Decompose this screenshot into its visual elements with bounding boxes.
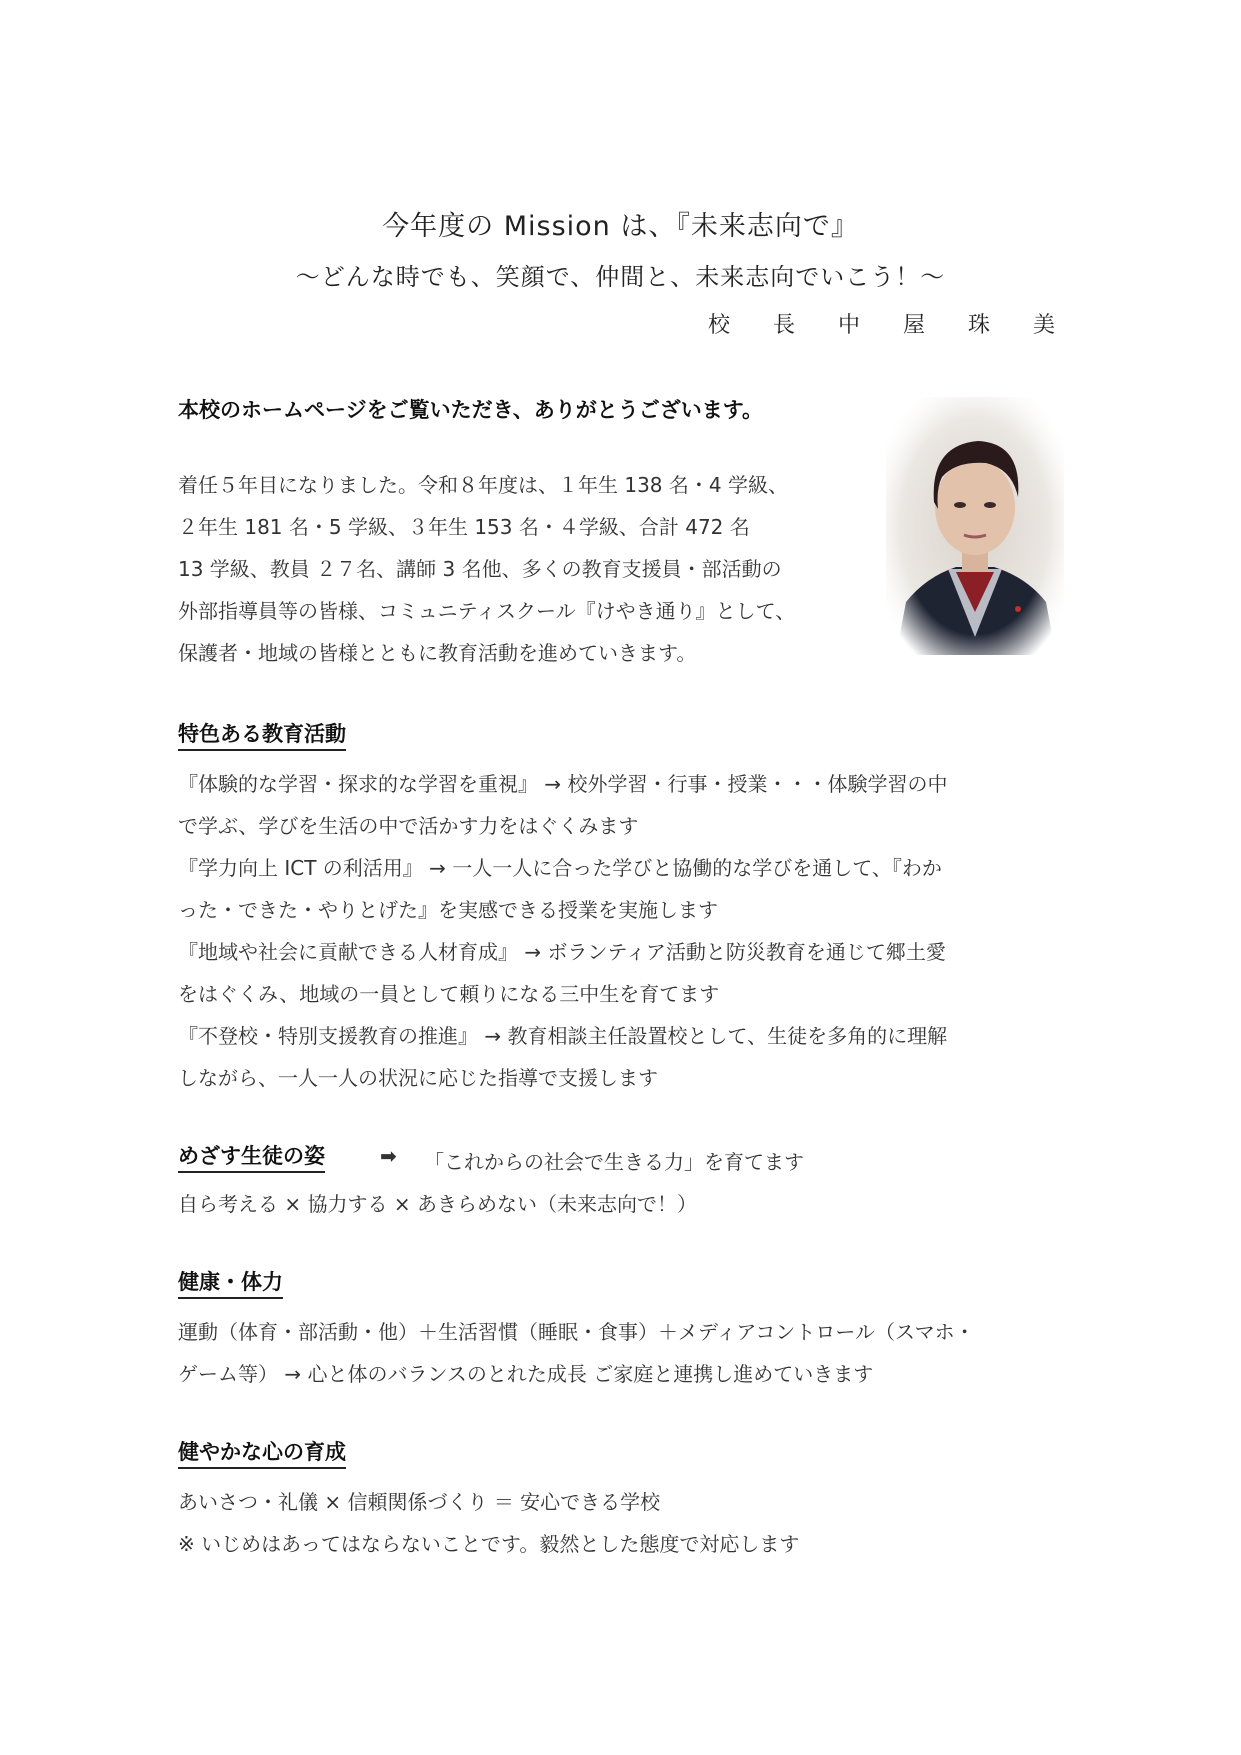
principal-photo: [886, 397, 1064, 655]
page-title: 今年度の Mission は、『未来志向で』: [382, 211, 859, 242]
section-heading-goal: めざす生徒の姿: [178, 1142, 325, 1173]
intro-line: 外部指導員等の皆様、コミュニティスクール『けやき通り』として、: [178, 599, 796, 623]
health-line: 運動（体育・部活動・他）＋生活習慣（睡眠・食事）＋メディアコントロール（スマホ・: [178, 1320, 975, 1344]
intro-line: 13 学級、教員 ２７名、講師 3 名他、多くの教育支援員・部活動の: [178, 557, 782, 581]
mind-line: ※ いじめはあってはならないことです。毅然とした態度で対応します: [178, 1532, 800, 1556]
portrait-image: [886, 397, 1064, 655]
feature-line: しながら、一人一人の状況に応じた指導で支援します: [178, 1066, 658, 1090]
section-heading-features: 特色ある教育活動: [178, 720, 346, 751]
intro-line: ２年生 181 名・5 学級、３年生 153 名・４学級、合計 472 名: [178, 515, 750, 539]
feature-line: 『不登校・特別支援教育の推進』 → 教育相談主任設置校として、生徒を多角的に理解: [178, 1024, 948, 1048]
mind-line: あいさつ・礼儀 × 信頼関係づくり ＝ 安心できる学校: [178, 1490, 661, 1514]
health-line: ゲーム等） → 心と体のバランスのとれた成長 ご家庭と連携し進めていきます: [178, 1362, 874, 1386]
goal-text: 「これからの社会で生きる力」を育てます: [424, 1150, 804, 1174]
feature-line: 『地域や社会に貢献できる人材育成』 → ボランティア活動と防災教育を通じて郷土愛: [178, 940, 946, 964]
principal-name: 校 長 中 屋 珠 美: [708, 313, 1071, 338]
feature-line: で学ぶ、学びを生活の中で活かす力をはぐくみます: [178, 814, 639, 838]
goal-line: 自ら考える × 協力する × あきらめない（未来志向で！）: [178, 1192, 697, 1216]
intro-line: 着任５年目になりました。令和８年度は、１年生 138 名・4 学級、: [178, 473, 788, 497]
feature-line: をはぐくみ、地域の一員として頼りになる三中生を育てます: [178, 982, 720, 1006]
intro-line: 保護者・地域の皆様とともに教育活動を進めていきます。: [178, 641, 697, 665]
section-heading-mind: 健やかな心の育成: [178, 1438, 346, 1469]
feature-line: 『体験的な学習・探求的な学習を重視』 → 校外学習・行事・授業・・・体験学習の中: [178, 772, 948, 796]
feature-line: 『学力向上 ICT の利活用』 → 一人一人に合った学びと協働的な学びを通して、『わか: [178, 856, 942, 880]
greeting: 本校のホームページをご覧いただき、ありがとうございます。: [178, 398, 764, 422]
page-subtitle: ～どんな時でも、笑顔で、仲間と、未来志向でいこう！～: [295, 263, 946, 291]
feature-line: った・できた・やりとげた』を実感できる授業を実施します: [178, 898, 718, 922]
arrow-right-icon: ➡: [380, 1144, 397, 1168]
section-heading-health: 健康・体力: [178, 1268, 283, 1299]
